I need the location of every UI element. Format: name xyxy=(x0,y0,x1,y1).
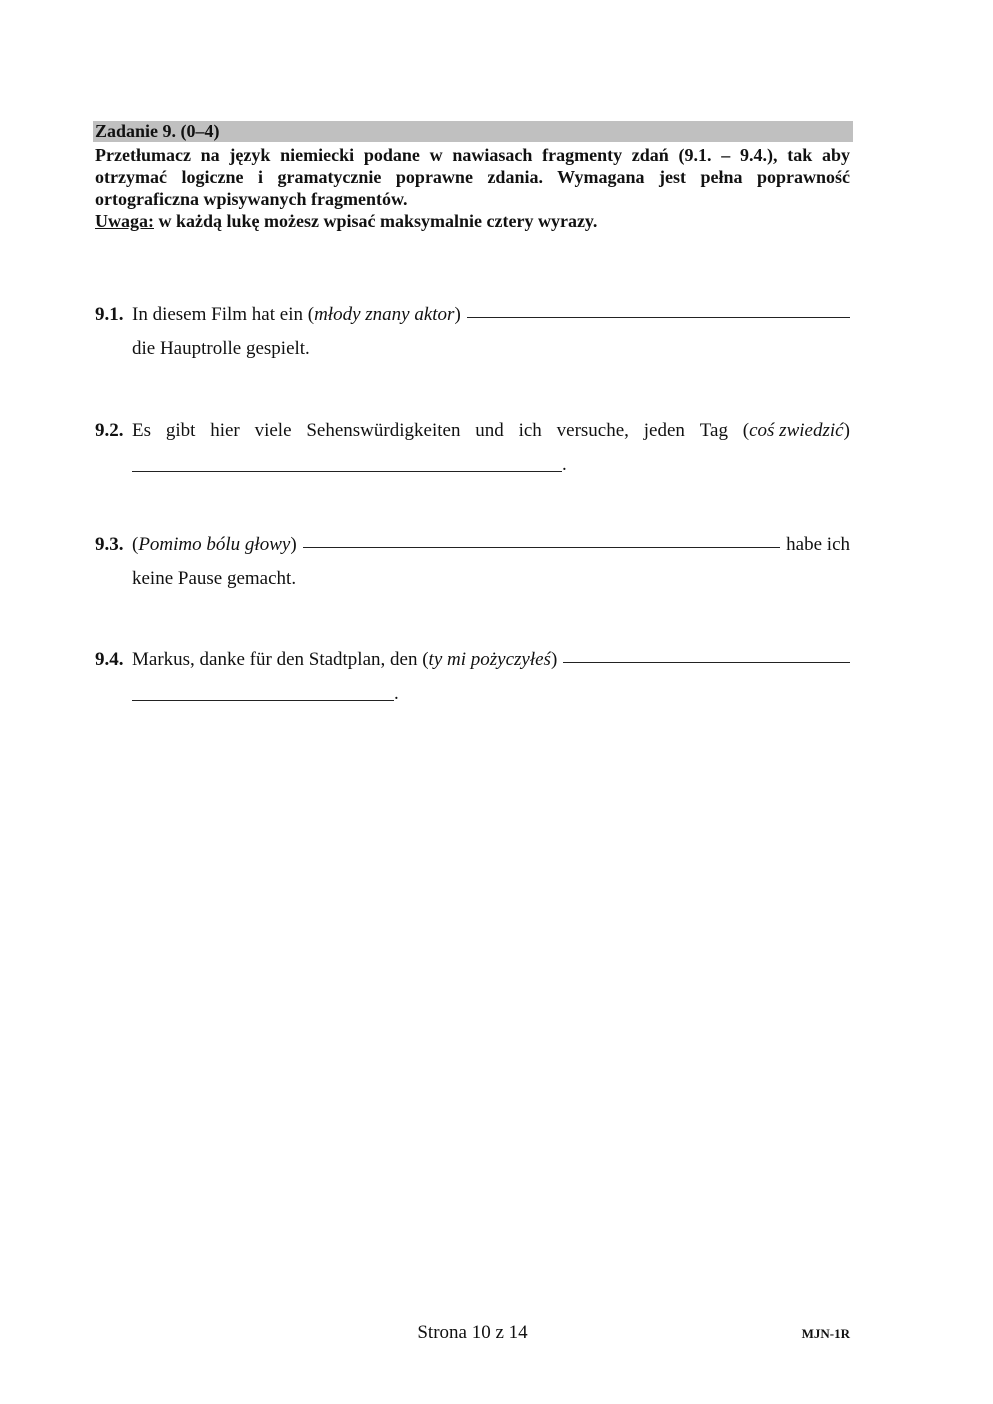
item-hint: Pomimo bólu głowy xyxy=(138,534,291,555)
item-hint: coś zwiedzić xyxy=(749,420,844,441)
note xyxy=(95,210,850,232)
answer-blank-9-4[interactable] xyxy=(563,642,850,663)
item-9-2 xyxy=(95,414,850,482)
answer-blank-9-3[interactable] xyxy=(303,527,781,548)
item-text: In diesem Film hat ein (młody znany aktor) xyxy=(132,304,461,325)
item-text: Es gibt hier viele Sehenswürdigkeiten und ich versuche, jeden Tag (coś zwiedzić) xyxy=(132,420,850,441)
exam-code: MJN-1R xyxy=(801,1326,850,1341)
item-text: (Pomimo bólu głowy) xyxy=(132,534,297,555)
answer-blank-9-1[interactable] xyxy=(467,297,850,318)
item-number: 9.3. xyxy=(95,534,124,555)
item-9-4 xyxy=(95,643,850,711)
item-continuation: keine Pause gemacht. xyxy=(132,568,297,589)
item-hint: młody znany aktor xyxy=(314,304,455,325)
note-label: Uwaga: xyxy=(95,211,154,231)
item-hint: ty mi pożyczyłeś xyxy=(428,649,551,670)
item-tail: habe ich xyxy=(786,534,850,555)
item-continuation: . xyxy=(95,448,850,482)
instruction-text: Przetłumacz na język niemiecki podane w nawiasach fragmenty zdań (9.1. – 9.4.), tak aby otrzymać logiczne i gramatycznie poprawne zdania. Wymagana jest pełna poprawność ortograficzna wpisywanych fragmentów. xyxy=(95,145,850,209)
page-number: Strona 10 z 14 xyxy=(417,1322,528,1343)
item-number: 9.2. xyxy=(95,420,124,441)
item-9-1 xyxy=(95,298,850,366)
item-number: 9.4. xyxy=(95,649,124,670)
answer-blank-9-2[interactable] xyxy=(132,451,562,472)
task-instructions xyxy=(95,144,850,232)
item-number: 9.1. xyxy=(95,304,124,325)
item-continuation: die Hauptrolle gespielt. xyxy=(132,338,310,359)
note-text: w każdą lukę możesz wpisać maksymalnie cztery wyrazy. xyxy=(154,211,598,231)
item-9-3 xyxy=(95,528,850,596)
item-continuation: . xyxy=(95,677,850,711)
item-text: Markus, danke für den Stadtplan, den (ty mi pożyczyłeś) xyxy=(132,649,558,670)
answer-blank-9-4-cont[interactable] xyxy=(132,680,394,701)
task-header: Zadanie 9. (0–4) xyxy=(93,121,853,142)
